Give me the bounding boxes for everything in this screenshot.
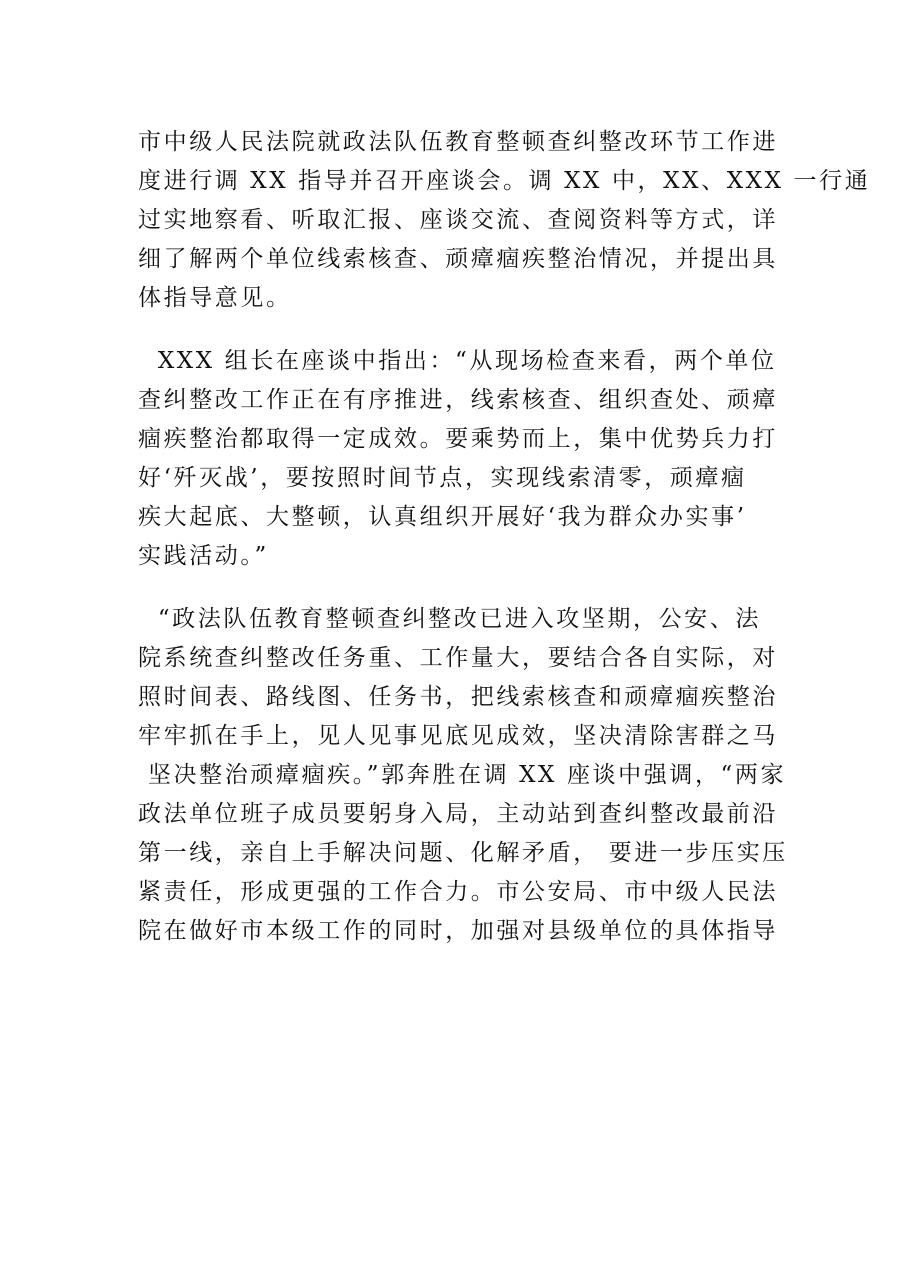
- text-line: 体指导意见。: [138, 285, 292, 311]
- text-line: 查纠整改工作正在有序推进，线索核查、组织查处、顽瘴: [138, 387, 778, 413]
- text-line: 第一线，亲自上手解决问题、化解矛盾， 要进一步压实压: [138, 840, 788, 866]
- text-line: 过实地察看、听取汇报、座谈交流、查阅资料等方式，详: [138, 207, 778, 233]
- text-line: 院系统查纠整改任务重、工作量大，要结合各自实际，对: [138, 645, 778, 671]
- text-line: 痼疾整治都取得一定成效。要乘势而上，集中优势兵力打: [138, 426, 778, 452]
- text-line: 度进行调 XX 指导并召开座谈会。调 XX 中，XX、XXX 一行通: [138, 168, 871, 194]
- text-line: 政法单位班子成员要躬身入局，主动站到查纠整改最前沿: [138, 801, 778, 827]
- body-text: [138, 123, 871, 951]
- text-line: 紧责任，形成更强的工作合力。市公安局、市中级人民法: [138, 879, 778, 905]
- text-line: XXX 组长在座谈中指出：“从现场检查来看，两个单位: [138, 348, 777, 374]
- text-line: 市中级人民法院就政法队伍教育整顿查纠整改环节工作进: [138, 129, 778, 155]
- text-line: 疾大起底、大整顿，认真组织开展好‘我为群众办实事’: [138, 504, 747, 530]
- text-line: 坚决整治顽瘴痼疾。”郭奔胜在调 XX 座谈中强调，“两家: [138, 762, 787, 788]
- text-line: 好‘歼灭战’，要按照时间节点，实现线索清零，顽瘴痼: [138, 465, 747, 491]
- paragraph-2: [138, 342, 778, 576]
- text-line: 院在做好市本级工作的同时，加强对县级单位的具体指导: [138, 918, 778, 944]
- text-line: 照时间表、路线图、任务书，把线索核查和顽瘴痼疾整治: [138, 684, 778, 710]
- text-line: 牢牢抓在手上，见人见事见底见成效，坚决清除害群之马: [138, 723, 778, 749]
- paragraph-1: [138, 123, 871, 318]
- paragraph-3: [138, 600, 788, 951]
- text-line: 实践活动。”: [138, 543, 269, 569]
- text-line: 细了解两个单位线索核查、顽瘴痼疾整治情况，并提出具: [138, 246, 778, 272]
- text-line: “政法队伍教育整顿查纠整改已进入攻坚期，公安、法: [138, 606, 761, 632]
